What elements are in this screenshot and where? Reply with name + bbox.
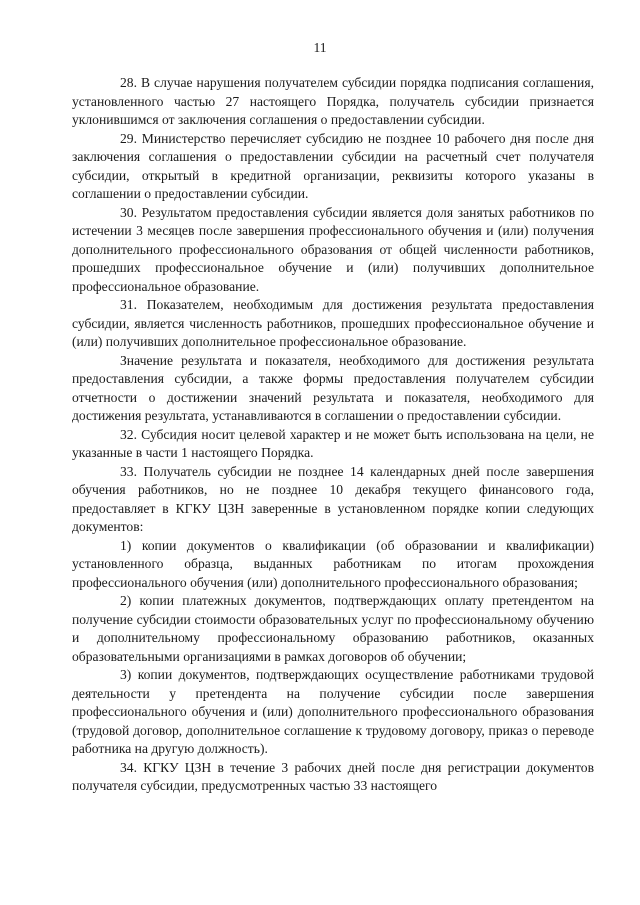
paragraph-30: 30. Результатом предоставления субсидии является доля занятых работников по истечении 3 месяцев после завершения профессионального обучения и (или) получения дополнительного профессионального образования от общей численности работников, прошедших профессиональное обучение и (или) получивших дополнительное профессиональное образование. bbox=[72, 204, 594, 294]
paragraph-33: 33. Получатель субсидии не позднее 14 календарных дней после завершения обучения работников, но не позднее 10 декабря текущего финансового года, предоставляет в КГКУ ЦЗН заверенные в установленном порядке копии следующих документов: bbox=[72, 463, 594, 534]
paragraph-28: 28. В случае нарушения получателем субсидии порядка подписания соглашения, установленного частью 27 настоящего Порядка, получатель субсидии признается уклонившимся от заключения соглашения о предоставлении субсидии. bbox=[72, 75, 594, 127]
paragraph-31: 31. Показателем, необходимым для достижения результата предоставления субсидии, является численность работников, прошедших профессиональное обучение и (или) получивших дополнительное профессиональное образование. bbox=[72, 297, 594, 349]
paragraph-33-item-1: 1) копии документов о квалификации (об образовании и квалификации) установленного образца, выданных работникам по итогам прохождения профессионального обучения (или) дополнительного профессионального образования; bbox=[72, 537, 594, 590]
paragraph-33-item-3: 3) копии документов, подтверждающих осуществление работниками трудовой деятельности у претендента на получение субсидии после завершения профессионального обучения и (или) дополнительного профессионального образования (трудовой договор, дополнительное соглашение к трудовому договору, приказ о переводе работника на другую должность). bbox=[72, 667, 594, 756]
paragraph-32: 32. Субсидия носит целевой характер и не может быть использована на цели, не указанные в части 1 настоящего Порядка. bbox=[72, 426, 594, 460]
paragraph-29: 29. Министерство перечисляет субсидию не позднее 10 рабочего дня после дня заключения соглашения о предоставлении субсидии на расчетный счет получателя субсидии, открытый в кредитной организации, реквизиты которого указаны в соглашении о предоставлении субсидии. bbox=[72, 130, 594, 201]
page-number: 11 bbox=[313, 40, 327, 55]
document-body bbox=[72, 74, 594, 796]
paragraph-34: 34. КГКУ ЦЗН в течение 3 рабочих дней после дня регистрации документов получателя субсидии, предусмотренных частью 33 настоящего bbox=[72, 759, 594, 793]
paragraph-33-item-2: 2) копии платежных документов, подтверждающих оплату претендентом на получение субсидии стоимости образовательных услуг по профессиональному обучению и дополнительному профессиональному образованию работников, оказанных образовательными организациями в рамках договоров об обучении; bbox=[72, 593, 594, 664]
paragraph-31-value: Значение результата и показателя, необходимого для достижения результата предоставления субсидии, а также формы предоставления получателем субсидии отчетности о достижении значений результата и показателя, необходимого для достижения результата, устанавливаются в соглашении о предоставлении субсидии. bbox=[72, 352, 594, 423]
